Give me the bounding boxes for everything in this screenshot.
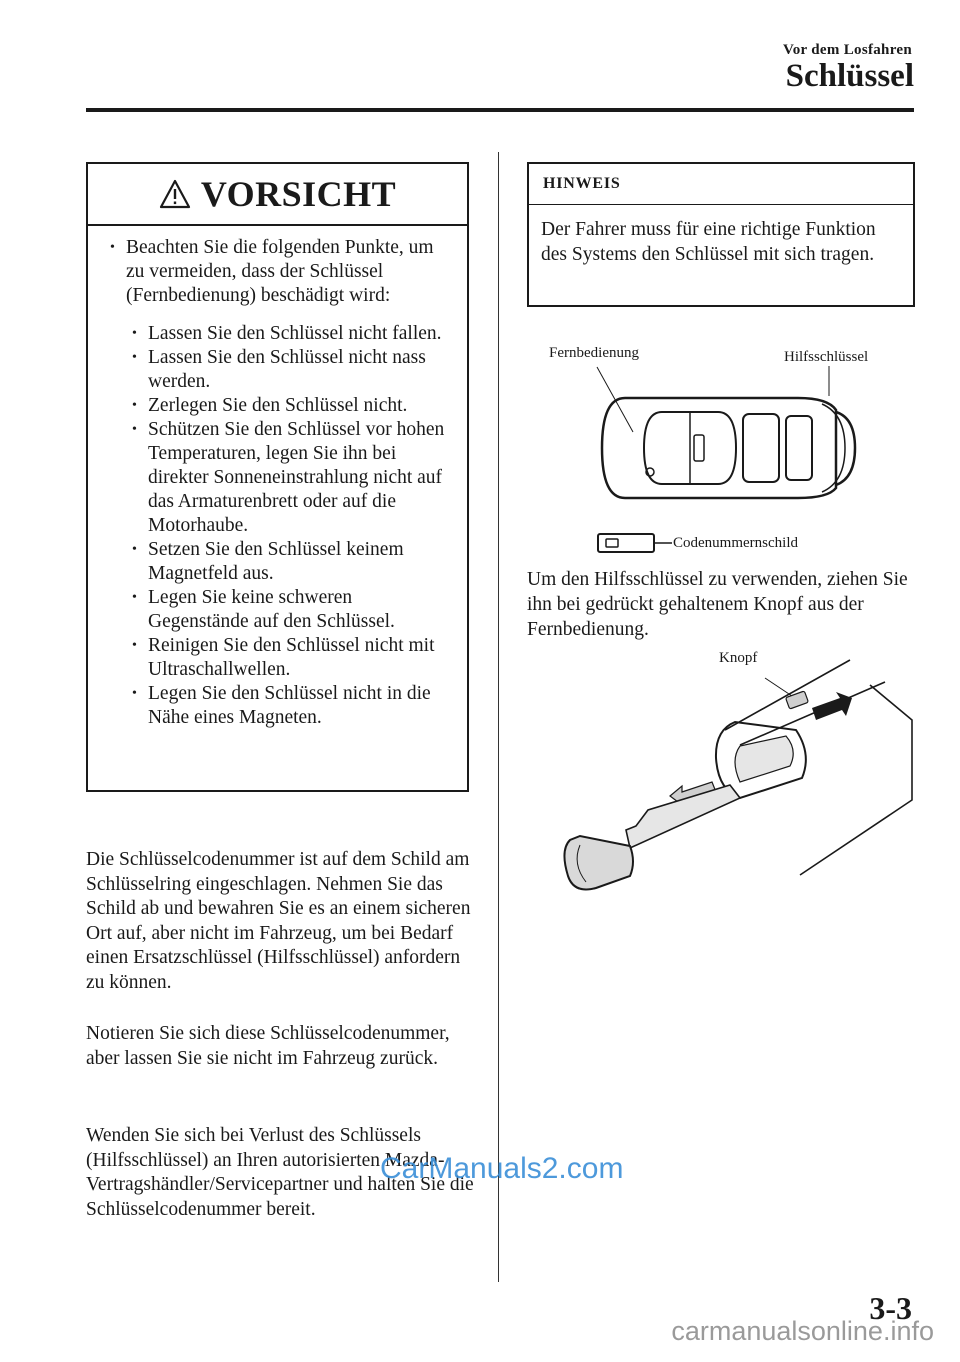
section-label: Vor dem Losfahren xyxy=(782,42,912,58)
warning-box xyxy=(86,162,469,792)
warning-header xyxy=(88,164,467,226)
footer-url[interactable]: carmanualsonline.info xyxy=(671,1316,934,1346)
section-title: Schlüssel xyxy=(785,58,914,94)
paragraph-note-code: Notieren Sie sich diese Schlüsselcodenummer, aber lassen Sie sie nicht im Fahrzeug zurück. xyxy=(86,1023,450,1069)
warning-item: • Setzen Sie den Schlüssel keinem Magnetfeld aus. xyxy=(126,538,451,586)
label-remote: Fernbedienung xyxy=(549,345,639,361)
warning-item: • Zerlegen Sie den Schlüssel nicht. xyxy=(126,394,451,418)
note-title: HINWEIS xyxy=(529,164,913,205)
paragraph-key-code: Die Schlüsselcodenummer ist auf dem Schild am Schlüsselring eingeschlagen. Nehmen Sie das Schild ab und bewahren Sie es an einem sicheren Ort auf, aber nicht im Fahrzeug, um bei Bedarf einen Ersatzschlüssel (Hilfsschlüssel) anfordern zu können. xyxy=(86,849,471,993)
note-box xyxy=(527,162,915,307)
remote-button-lock xyxy=(743,414,779,482)
aux-key-head xyxy=(564,836,633,890)
leader-line-button xyxy=(765,678,795,698)
note-text: Der Fahrer muss für eine richtige Funktion des Systems den Schlüssel mit sich tragen. xyxy=(541,219,876,265)
leader-line-remote xyxy=(597,367,633,432)
label-button: Knopf xyxy=(719,650,758,666)
warning-item: • Legen Sie den Schlüssel nicht in die Nähe eines Magneten. xyxy=(126,682,451,730)
aux-key-removal-illustration xyxy=(540,650,920,900)
warning-item: • Lassen Sie den Schlüssel nicht fallen. xyxy=(126,322,451,346)
warning-body xyxy=(88,226,467,730)
warning-title: VORSICHT xyxy=(200,174,397,214)
page-number: 3-3 xyxy=(869,1290,912,1326)
header-rule xyxy=(86,108,914,112)
press-arrow-icon xyxy=(812,692,852,720)
warning-item: • Schützen Sie den Schlüssel vor hohen Temperaturen, legen Sie ihn bei direkter Sonneneinstrahlung nicht auf das Armaturenbrett oder auf die Motorhaube. xyxy=(126,418,451,538)
label-aux-key: Hilfsschlüssel xyxy=(784,349,869,365)
warning-triangle-icon xyxy=(159,179,191,209)
warning-list xyxy=(126,322,451,730)
remote-button-trunk xyxy=(786,416,812,480)
paragraph-lost-key: Wenden Sie sich bei Verlust des Schlüssels (Hilfsschlüssel) an Ihren autorisierten Mazda-Vertragshändler/Servicepartner und halten Sie die Schlüsselcodenummer bereit. xyxy=(86,1125,474,1220)
remote-key-illustration xyxy=(540,340,920,560)
label-code-plate: Codenummernschild xyxy=(673,535,798,551)
watermark-text: CarManuals2.com xyxy=(380,1152,624,1185)
warning-intro: • Beachten Sie die folgenden Punkte, um zu vermeiden, dass der Schlüssel (Fernbedienung) beschädigt wird: xyxy=(104,236,451,308)
paragraph-aux-key-usage: Um den Hilfsschlüssel zu verwenden, ziehen Sie ihn bei gedrückt gehaltenem Knopf aus der Fernbedienung. xyxy=(527,569,908,640)
warning-item: • Legen Sie keine schweren Gegenstände auf den Schlüssel. xyxy=(126,586,451,634)
column-divider xyxy=(498,152,499,1282)
warning-item: • Lassen Sie den Schlüssel nicht nass werden. xyxy=(126,346,451,394)
warning-item: • Reinigen Sie den Schlüssel nicht mit Ultraschallwellen. xyxy=(126,634,451,682)
